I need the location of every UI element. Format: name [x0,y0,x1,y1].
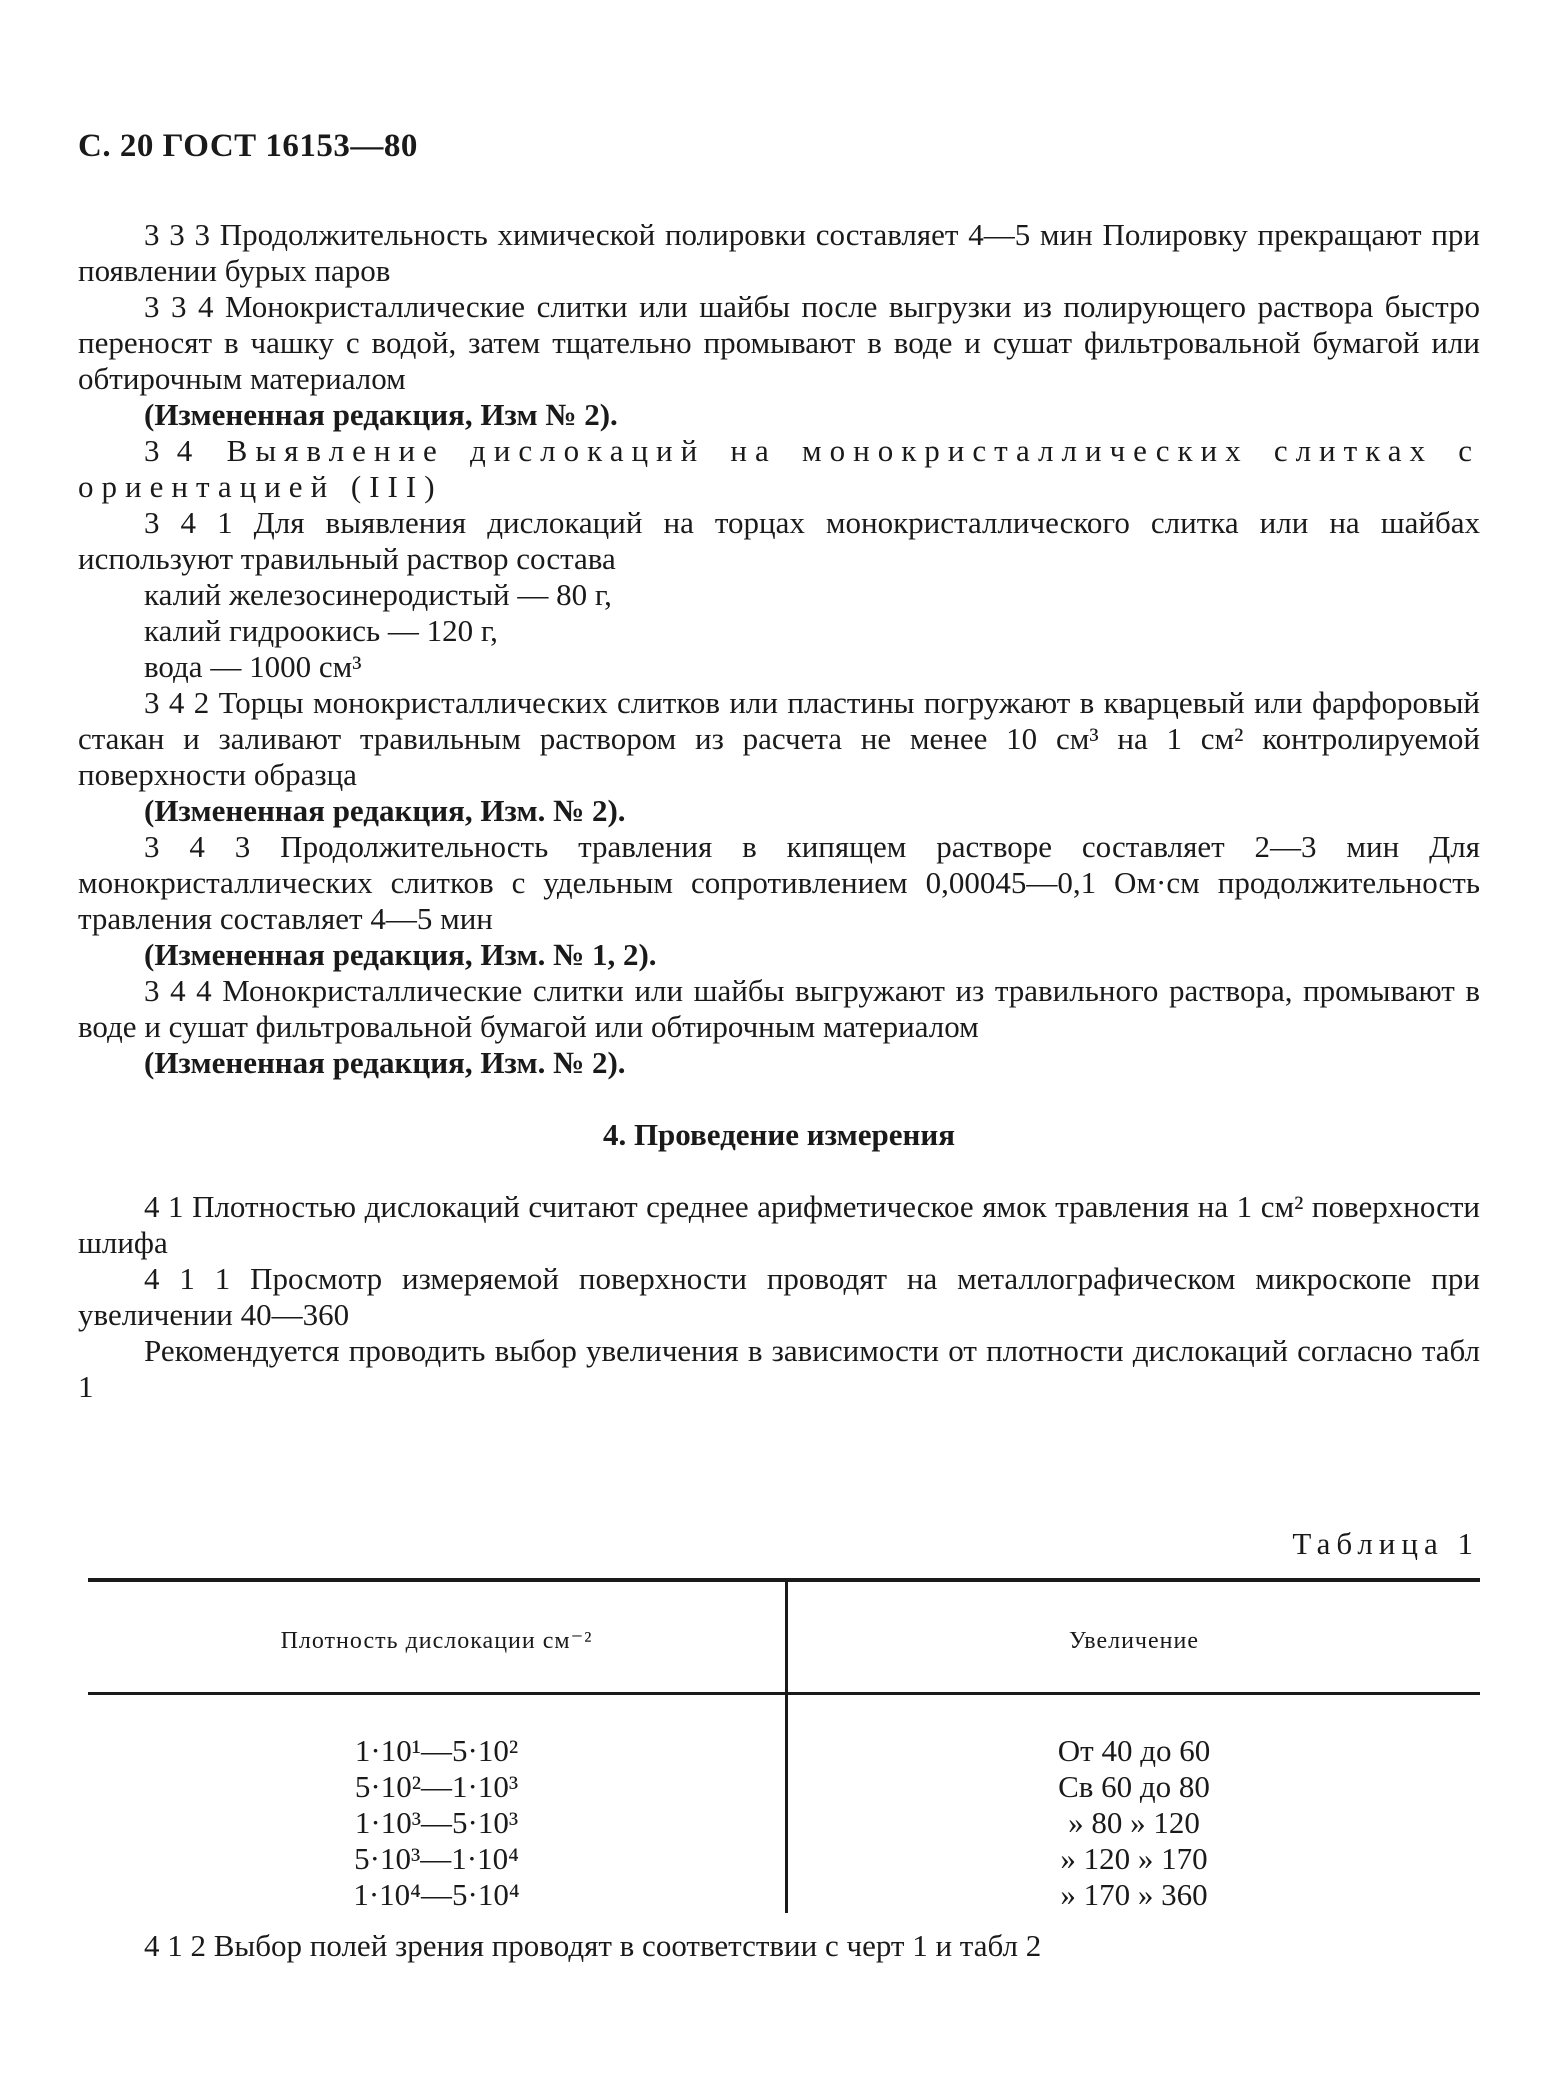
paragraph-3-4-4: 3 4 4 Монокристаллические слитки или шайбы выгружают из травильного раствора, промывают в воде и сушат фильтровальной бумагой или обтирочным материалом [78,973,1480,1044]
paragraph-3-3-4: 3 3 4 Монокристаллические слитки или шайбы после выгрузки из полирующего раствора быстро переносят в чашку с водой, затем тщательно промывают в воде и сушат фильтровальной бумагой или обтирочным материалом [78,289,1480,396]
paragraph-3-3-3: 3 3 3 Продолжительность химической полировки составляет 4—5 мин Полировку прекращают при появлении бурых паров [78,217,1480,288]
table-cell-magnification: » 80 » 120 [1068,1805,1200,1840]
revision-note: (Измененная редакция, Изм. № 2). [144,1045,626,1080]
page-header: С. 20 ГОСТ 16153—80 [78,128,418,164]
section-number: 3 4 [144,433,193,468]
ingredient-line: вода — 1000 см³ [144,649,362,684]
section-3-4-heading [78,433,1480,505]
table-header-rule [88,1692,1480,1695]
section-title: Выявление дислокаций на монокристаллических слитках с ориентацией (III) [78,433,1481,504]
table-header-density: Плотность дислокации см⁻² [280,1628,593,1654]
table-caption: Таблица 1 [1292,1526,1479,1561]
table-column-density [88,1733,785,1913]
table-column-magnification [788,1733,1480,1913]
table-cell-density: 1·10¹—5·10² [354,1733,519,1768]
table-cell-magnification: » 170 » 360 [1060,1877,1208,1912]
table-cell-density: 5·10²—1·10³ [354,1769,519,1804]
section-4-title: 4. Проведение измерения [602,1117,956,1152]
paragraph-4-1-2: 4 1 2 Выбор полей зрения проводят в соответствии с черт 1 и табл 2 [144,1928,1042,1963]
paragraph-4-1-1: 4 1 1 Просмотр измеряемой поверхности проводят на металлографическом микроскопе при увеличении 40—360 [78,1261,1480,1332]
table-cell-density: 1·10³—5·10³ [354,1805,519,1840]
ingredient-line: калий железосинеродистый — 80 г, [144,577,612,612]
revision-note: (Измененная редакция, Изм. № 1, 2). [144,937,657,972]
table-top-rule [88,1578,1480,1582]
revision-note: (Измененная редакция, Изм. № 2). [144,793,626,828]
table-header-magnification: Увеличение [1068,1628,1199,1654]
table-cell-density: 5·10³—1·10⁴ [354,1841,519,1876]
paragraph-4-1: 4 1 Плотностью дислокаций считают среднее арифметическое ямок травления на 1 см² поверхности шлифа [78,1189,1480,1260]
recommendation-paragraph: Рекомендуется проводить выбор увеличения в зависимости от плотности дислокаций согласно табл 1 [78,1333,1480,1404]
table-cell-magnification: От 40 до 60 [1057,1733,1211,1768]
ingredient-line: калий гидроокись — 120 г, [144,613,498,648]
paragraph-3-4-1: 3 4 1 Для выявления дислокаций на торцах монокристаллического слитка или на шайбах используют травильный раствор состава [78,505,1480,576]
table-cell-magnification: Св 60 до 80 [1058,1769,1210,1804]
paragraph-3-4-3: 3 4 3 Продолжительность травления в кипящем растворе составляет 2—3 мин Для монокристаллических слитков с удельным сопротивлением 0,00045—0,1 Ом·см продолжительность травления составляет 4—5 мин [78,829,1480,936]
revision-note: (Измененная редакция, Изм № 2). [144,397,618,432]
table-cell-density: 1·10⁴—5·10⁴ [353,1877,520,1912]
body-text [78,217,1480,1405]
table-cell-magnification: » 120 » 170 [1060,1841,1208,1876]
paragraph-3-4-2: 3 4 2 Торцы монокристаллических слитков или пластины погружают в кварцевый или фарфоровый стакан и заливают травильным раствором из расчета не менее 10 см³ на 1 см² контролируемой поверхности образца [78,685,1480,792]
